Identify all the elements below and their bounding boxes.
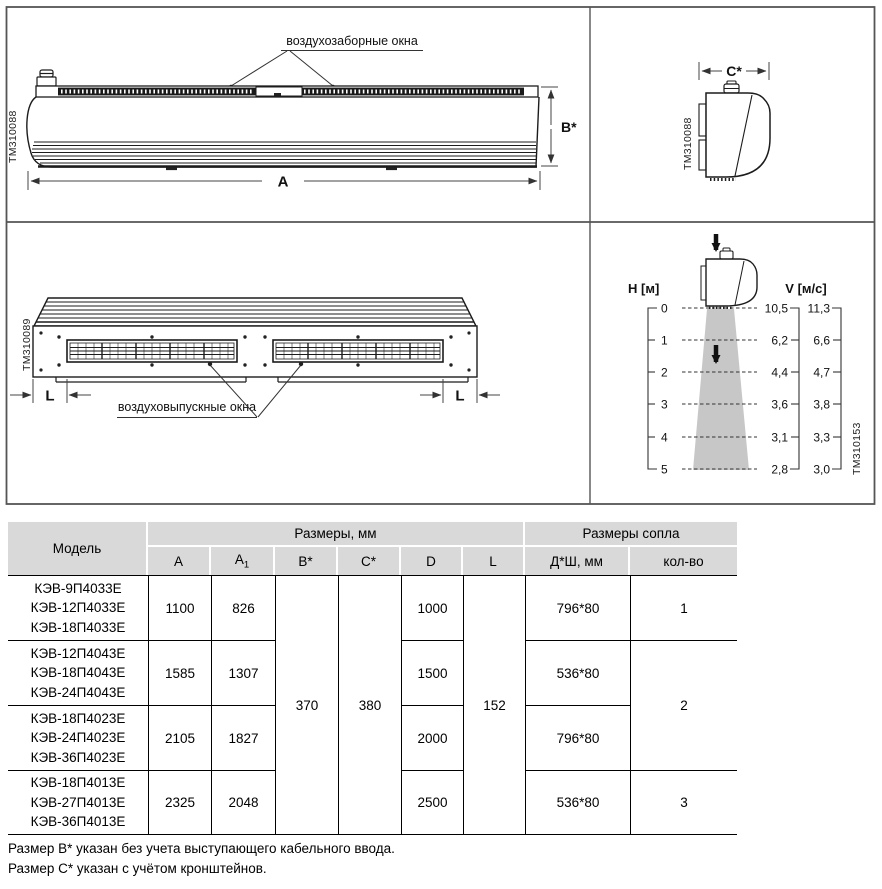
- svg-text:2,8: 2,8: [771, 462, 788, 477]
- table-row: [8, 575, 737, 640]
- dimensions-table: [8, 522, 737, 835]
- v1-bracket: [790, 308, 799, 469]
- svg-text:4,7: 4,7: [813, 365, 830, 380]
- dim-c-label: C*: [726, 63, 742, 79]
- cell-a: 1100: [148, 575, 211, 640]
- outlet-grille-right: [273, 340, 443, 362]
- airflow-cone: [693, 309, 749, 470]
- cell-count-merged: 2: [630, 640, 737, 770]
- intake-strip: [36, 86, 538, 97]
- svg-text:3: 3: [661, 397, 668, 412]
- svg-text:6,2: 6,2: [771, 333, 788, 348]
- drawing-code-front: ТМ310088: [7, 110, 19, 163]
- cell-a: 2325: [148, 770, 211, 835]
- cell-nozzle: 536*80: [525, 640, 630, 705]
- side-view-drawing: [682, 62, 770, 180]
- svg-text:4,4: 4,4: [771, 365, 788, 380]
- front-view-drawing: [7, 34, 577, 191]
- svg-text:1: 1: [661, 333, 668, 348]
- cable-gland: [37, 70, 56, 86]
- drawing-code-side: ТМ310088: [682, 117, 694, 170]
- dim-l-right-label: L: [455, 387, 465, 405]
- svg-text:3,0: 3,0: [813, 462, 830, 477]
- h-axis-label: H [м]: [628, 281, 660, 296]
- col-header-nozzle-count: кол-во: [630, 547, 737, 575]
- svg-text:4: 4: [661, 430, 668, 445]
- cell-models: КЭВ-18П4023Е КЭВ-24П4023Е КЭВ-36П4023Е: [8, 705, 148, 770]
- cell-count: 1: [630, 575, 737, 640]
- col-header-nozzle-size: Д*Ш, мм: [525, 547, 630, 575]
- callout-dot: [299, 362, 303, 366]
- cell-nozzle: 536*80: [525, 770, 630, 835]
- v-axis-label: V [м/с]: [785, 281, 827, 296]
- mounting-rails: [56, 377, 468, 382]
- callout-dot: [208, 362, 212, 366]
- svg-text:3,6: 3,6: [771, 397, 788, 412]
- cell-d: 1500: [401, 640, 463, 705]
- cell-a: 2105: [148, 705, 211, 770]
- dimension-b: [541, 87, 558, 166]
- cell-a1: 1307: [211, 640, 275, 705]
- cell-d: 2500: [401, 770, 463, 835]
- col-group-nozzle: Размеры сопла: [525, 522, 737, 547]
- svg-text:3,3: 3,3: [813, 430, 830, 445]
- col-header-a1: $A_1$: [211, 547, 275, 575]
- col-header-d: D: [401, 547, 463, 575]
- side-unit: [699, 81, 770, 180]
- svg-text:11,3: 11,3: [807, 301, 830, 316]
- dim-l-left-label: L: [45, 387, 55, 405]
- cell-a1: 1827: [211, 705, 275, 770]
- svg-text:3,1: 3,1: [771, 430, 788, 445]
- svg-text:5: 5: [661, 462, 668, 477]
- footnotes: [8, 839, 395, 878]
- unit-body: [27, 97, 539, 170]
- h-ticks: [661, 302, 668, 477]
- col-header-a: A: [148, 547, 211, 575]
- col-group-dimensions: Размеры, мм: [148, 522, 525, 547]
- svg-text:0: 0: [661, 301, 668, 316]
- svg-text:3,8: 3,8: [813, 397, 830, 412]
- airflow-unit: [701, 248, 757, 308]
- air-intake-callout: воздухозаборные окна: [286, 34, 418, 48]
- svg-text:10,5: 10,5: [764, 301, 788, 316]
- col-header-b: B*: [275, 547, 338, 575]
- cell-d: 2000: [401, 705, 463, 770]
- cell-a1: 2048: [211, 770, 275, 835]
- h-bracket: [648, 308, 657, 469]
- airflow-diagram: [628, 234, 863, 477]
- cell-b-merged: 370: [275, 575, 338, 835]
- dim-b-label: B*: [561, 119, 577, 135]
- note-c: Размер C* указан с учётом кронштейнов.: [8, 860, 267, 876]
- v2-ticks: [808, 302, 831, 477]
- ribbed-face: [34, 298, 476, 326]
- cell-models: КЭВ-9П4033Е КЭВ-12П4033Е КЭВ-18П4033Е: [8, 575, 148, 640]
- air-outlet-callout: воздуховыпускные окна: [117, 400, 257, 414]
- dim-a-label: A: [277, 173, 289, 191]
- outlet-grille-left: [67, 340, 237, 362]
- col-header-c: C*: [338, 547, 401, 575]
- cell-a1: 826: [211, 575, 275, 640]
- cell-a: 1585: [148, 640, 211, 705]
- col-header-l: L: [463, 547, 525, 575]
- cell-l-merged: 152: [463, 575, 525, 835]
- cell-models: КЭВ-12П4043Е КЭВ-18П4043Е КЭВ-24П4043Е: [8, 640, 148, 705]
- drawing-code-airflow: ТМ310153: [851, 422, 863, 475]
- cell-nozzle: 796*80: [525, 705, 630, 770]
- bottom-view-drawing: [10, 298, 500, 418]
- drawing-code-bottom: ТМ310089: [21, 318, 33, 371]
- v1-ticks: [765, 302, 789, 477]
- svg-text:6,6: 6,6: [813, 333, 830, 348]
- cell-nozzle: 796*80: [525, 575, 630, 640]
- cell-c-merged: 380: [338, 575, 401, 835]
- svg-text:2: 2: [661, 365, 668, 380]
- v2-bracket: [832, 308, 841, 469]
- cell-count: 3: [630, 770, 737, 835]
- cell-models: КЭВ-18П4013Е КЭВ-27П4013Е КЭВ-36П4013Е: [8, 770, 148, 835]
- col-header-model: Модель: [8, 522, 148, 575]
- cell-d: 1000: [401, 575, 463, 640]
- note-b: Размер B* указан без учета выступающего кабельного ввода.: [8, 841, 395, 856]
